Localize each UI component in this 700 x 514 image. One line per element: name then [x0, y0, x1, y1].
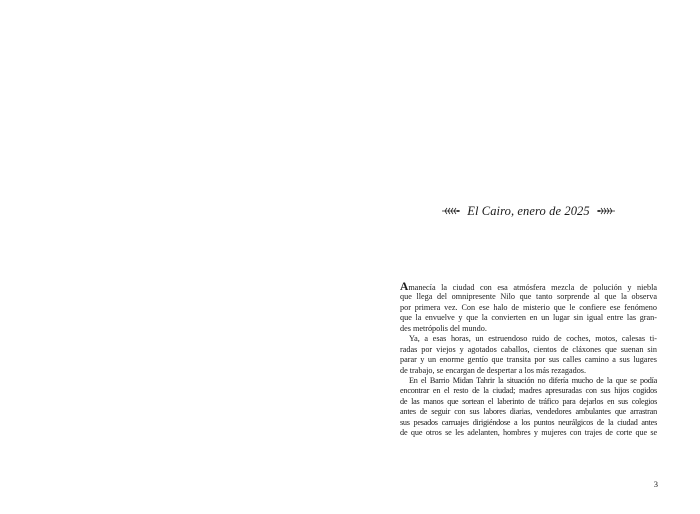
paragraph-line: radas por viejos y agotados caballos, cientos de cláxones que suenan sin: [400, 344, 657, 354]
paragraph-line: Ya, a esas horas, un estruendoso ruido de coches, motos, calesas ti-: [409, 334, 657, 344]
line-text: manecía la ciudad con esa atmósfera mezcla de polución y niebla: [408, 283, 657, 292]
chapter-heading: [400, 202, 657, 220]
body-text: [400, 282, 657, 439]
paragraph-line: antes de seguir con sus labores diarias, vendedores ambulantes que arrastran: [400, 407, 657, 417]
leaf-ornament-left-icon: [441, 206, 461, 216]
drop-cap: A: [400, 282, 409, 293]
paragraph-line: de trabajo, se encargan de despertar a los más rezagados.: [400, 365, 587, 375]
paragraph-line: des metrópolis del mundo.: [400, 323, 487, 333]
paragraph-line: que la envuelve y que la convierten en un lugar sin igual entre las gran-: [400, 313, 657, 323]
paragraph-line: parar y un enorme gentío que transita por sus calles camino a sus lugares: [400, 355, 657, 365]
paragraph-line: que llega del omnipresente Nilo que tanto sorprende al que la observa: [400, 292, 657, 302]
chapter-heading-text: El Cairo, enero de 2025: [467, 203, 590, 218]
paragraph-line: [400, 282, 657, 292]
paragraph-line: por primera vez. Con ese halo de misterio que le confiere ese fenómeno: [400, 302, 657, 312]
paragraph-line: de que otros se les adelanten, hombres y mujeres con trajes de corte que se: [400, 428, 657, 438]
paragraph-line: sus pesados carruajes dirigiéndose a los puntos neurálgicos de la ciudad antes: [400, 417, 657, 427]
leaf-ornament-right-icon: [596, 206, 616, 216]
page-number: 3: [653, 479, 658, 489]
paragraph-line: de las manos que sortean el laberinto de tráfico para dejarlos en sus colegios: [400, 396, 657, 406]
paragraph-line: encontrar en el resto de la ciudad; madres apresuradas con sus hijos cogidos: [400, 386, 657, 396]
paragraph-line: En el Barrio Midan Tahrir la situación no difería mucho de la que se podía: [409, 375, 657, 385]
